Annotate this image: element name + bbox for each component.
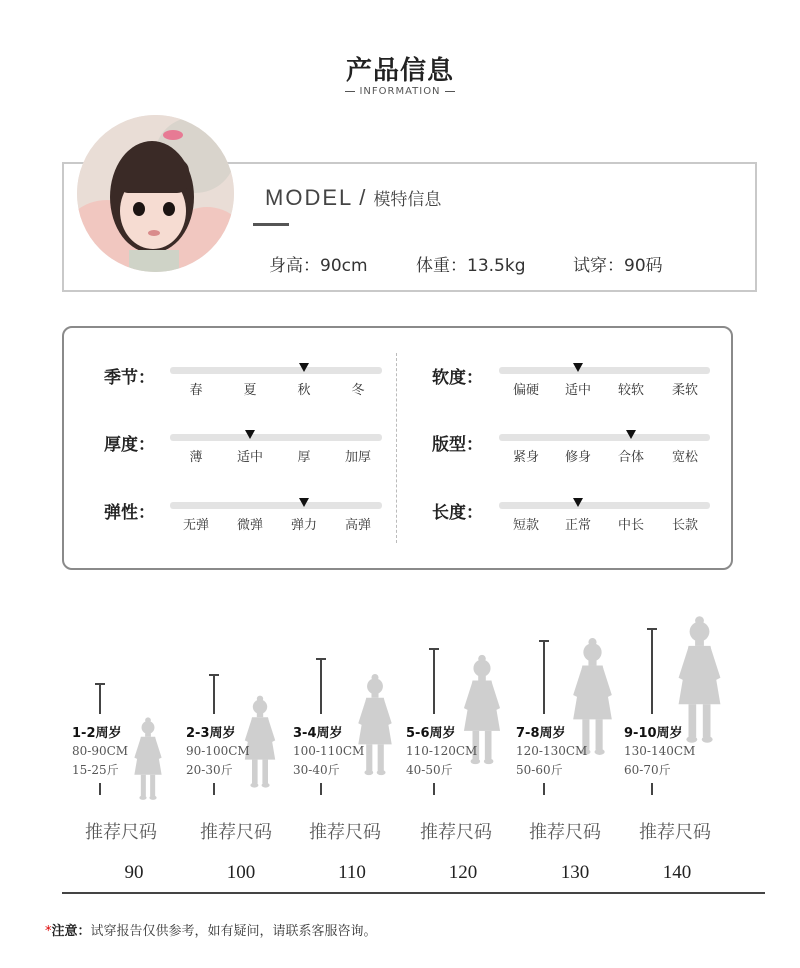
attribute-scale-track [499, 367, 710, 374]
attribute-label: 长度： [432, 503, 483, 523]
size-chart-baseline [62, 892, 765, 894]
recommended-size-label: 推荐尺码 [639, 822, 711, 843]
recommended-size-label: 推荐尺码 [420, 822, 492, 843]
attribute-option: 中长 [617, 518, 644, 533]
model-height: 身高：90cm [269, 256, 368, 276]
attribute-scale-track [170, 434, 382, 441]
weight-range: 15-25斤 [72, 763, 119, 777]
divider [445, 91, 455, 92]
recommended-size-value: 100 [226, 862, 256, 883]
height-marker-foot [543, 783, 545, 795]
attribute-selected-marker [245, 430, 255, 439]
attribute-option: 微弹 [236, 518, 263, 533]
height-range: 110-120CM [406, 744, 478, 758]
attribute-option: 春 [189, 383, 203, 398]
height-marker-pole [433, 648, 435, 714]
height-marker-foot [320, 783, 322, 795]
model-heading-underline [253, 223, 289, 226]
recommended-size-value: 130 [560, 862, 590, 883]
attribute-option: 紧身 [512, 450, 539, 465]
attribute-scale-track [170, 367, 382, 374]
height-marker-pole [320, 658, 322, 714]
attribute-label: 弹性： [104, 503, 155, 523]
attribute-option: 适中 [236, 450, 263, 465]
attribute-scale-track [499, 434, 710, 441]
age-range: 1-2周岁 [72, 726, 122, 741]
attribute-scale-track [499, 502, 710, 509]
child-silhouette-icon [567, 636, 618, 758]
child-silhouette-icon [240, 694, 280, 790]
attribute-option: 薄 [189, 450, 203, 465]
height-range: 100-110CM [293, 744, 365, 758]
attribute-label: 软度： [432, 368, 483, 388]
attribute-option: 夏 [243, 383, 257, 398]
attribute-option: 弹力 [290, 518, 317, 533]
attribute-selected-marker [299, 498, 309, 507]
model-tryon-size: 试穿：90码 [573, 256, 663, 276]
attribute-label: 季节： [104, 368, 155, 388]
divider [345, 91, 355, 92]
height-range: 130-140CM [624, 744, 696, 758]
attribute-option: 加厚 [344, 450, 371, 465]
height-marker-pole [213, 674, 215, 714]
model-heading-cn: 模特信息 [373, 190, 442, 209]
model-heading [265, 185, 441, 211]
attribute-scale-track [170, 502, 382, 509]
attribute-option: 偏硬 [512, 383, 539, 398]
attribute-option: 短款 [512, 518, 539, 533]
height-marker-pole [651, 628, 653, 714]
weight-range: 50-60斤 [516, 763, 563, 777]
attribute-option: 高弹 [344, 518, 371, 533]
model-heading-en: MODEL [265, 185, 354, 210]
recommended-size-value: 120 [448, 862, 478, 883]
height-marker-foot [433, 783, 435, 795]
attribute-option: 厚 [297, 450, 311, 465]
page-subtitle-text: INFORMATION [359, 86, 441, 97]
attribute-option: 无弹 [182, 518, 209, 533]
height-marker-foot [99, 783, 101, 795]
weight-range: 20-30斤 [186, 763, 233, 777]
attribute-option: 较软 [617, 383, 644, 398]
recommended-size-label: 推荐尺码 [309, 822, 381, 843]
note-star: * [45, 924, 52, 939]
height-range: 80-90CM [72, 744, 129, 758]
age-range: 9-10周岁 [624, 726, 683, 741]
attribute-option: 修身 [564, 450, 591, 465]
attribute-option: 秋 [297, 383, 311, 398]
footnote [45, 920, 377, 939]
weight-range: 60-70斤 [624, 763, 671, 777]
attribute-option: 冬 [351, 383, 365, 398]
attribute-selected-marker [573, 363, 583, 372]
recommended-size-label: 推荐尺码 [200, 822, 272, 843]
age-range: 7-8周岁 [516, 726, 566, 741]
recommended-size-value: 140 [662, 862, 692, 883]
page-title: 产品信息 [345, 56, 454, 86]
height-marker-foot [651, 783, 653, 795]
model-weight: 体重：13.5kg [416, 256, 526, 276]
attribute-option: 长款 [671, 518, 698, 533]
recommended-size-label: 推荐尺码 [85, 822, 157, 843]
height-range: 90-100CM [186, 744, 250, 758]
attribute-option: 合体 [617, 450, 644, 465]
attribute-selected-marker [573, 498, 583, 507]
attribute-selected-marker [626, 430, 636, 439]
attributes-divider [396, 353, 397, 543]
attribute-option: 正常 [564, 518, 591, 533]
height-marker-foot [213, 783, 215, 795]
recommended-size-value: 90 [124, 862, 144, 883]
height-range: 120-130CM [516, 744, 588, 758]
weight-range: 30-40斤 [293, 763, 340, 777]
page-subtitle [0, 86, 800, 97]
recommended-size-label: 推荐尺码 [529, 822, 601, 843]
age-range: 5-6周岁 [406, 726, 456, 741]
age-range: 2-3周岁 [186, 726, 236, 741]
height-marker-pole [543, 640, 545, 714]
age-range: 3-4周岁 [293, 726, 343, 741]
recommended-size-value: 110 [338, 862, 366, 883]
note-text: 试穿报告仅供参考，如有疑问，请联系客服咨询。 [90, 924, 377, 939]
model-avatar [77, 115, 234, 272]
model-photo [77, 115, 234, 272]
child-silhouette-icon [353, 672, 397, 778]
attribute-selected-marker [299, 363, 309, 372]
attribute-label: 版型： [432, 435, 483, 455]
weight-range: 40-50斤 [406, 763, 453, 777]
height-marker-pole [99, 683, 101, 714]
attribute-option: 宽松 [671, 450, 698, 465]
child-silhouette-icon [130, 716, 166, 802]
attribute-label: 厚度： [104, 435, 155, 455]
note-heading: 注意： [51, 924, 91, 939]
attribute-option: 柔软 [671, 383, 698, 398]
model-heading-slash: / [359, 185, 368, 210]
attribute-option: 适中 [564, 383, 591, 398]
